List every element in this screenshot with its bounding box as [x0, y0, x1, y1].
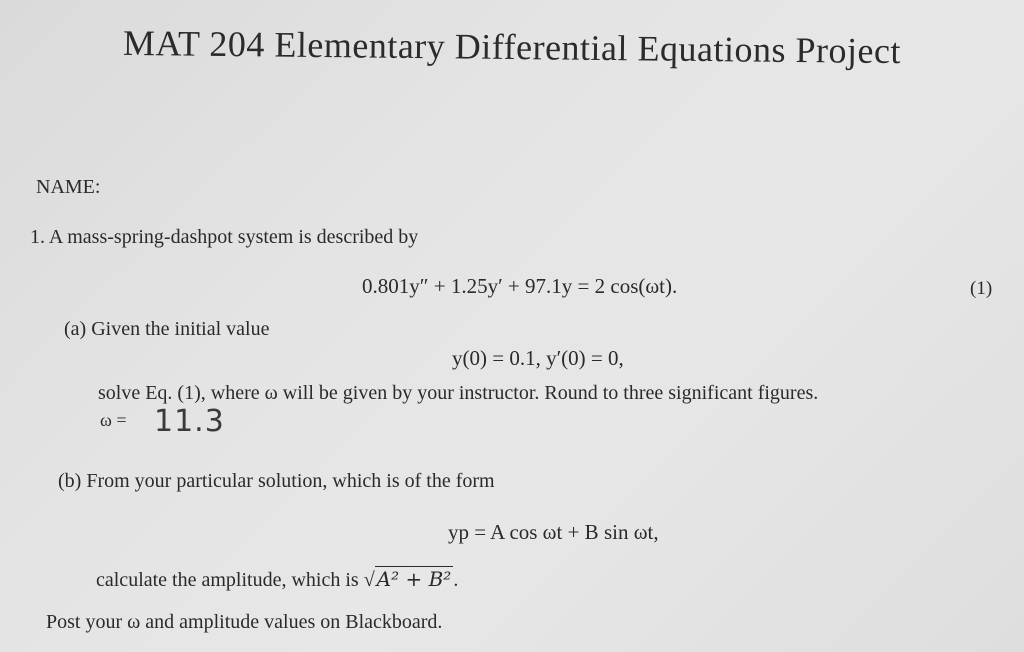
period: . [453, 569, 459, 591]
problem-intro-text: A mass-spring-dashpot system is described by [48, 226, 419, 248]
problem-number: 1. [30, 226, 45, 248]
main-equation: 0.801y″ + 1.25y′ + 97.1y = 2 cos(ωt). [362, 274, 678, 298]
amplitude-instructions [96, 566, 458, 592]
name-label: NAME: [36, 176, 101, 198]
part-a-heading [64, 318, 269, 341]
part-b-label: (b) [58, 470, 82, 492]
particular-solution-equation: yp = A cos ωt + B sin ωt, [448, 520, 659, 544]
part-b-text: From your particular solution, which is of the form [86, 470, 495, 492]
problem-1-intro [30, 226, 418, 249]
document-title: MAT 204 Elementary Differential Equations Project [122, 22, 902, 72]
sqrt-expression [364, 566, 454, 592]
sqrt-icon: √ [363, 569, 375, 591]
handwritten-omega-value: 11.3 [154, 404, 225, 439]
equation-number: (1) [970, 278, 993, 299]
part-a-text: Given the initial value [91, 318, 270, 340]
footer-instructions: Post your ω and amplitude values on Blackboard. [46, 611, 443, 633]
omega-label: ω = [100, 410, 127, 430]
part-a-label: (a) [64, 318, 87, 340]
amplitude-text: calculate the amplitude, which is [96, 569, 359, 591]
amplitude-formula: A² + B² [376, 567, 452, 591]
part-a-instructions: solve Eq. (1), where ω will be given by your instructor. Round to three significant figures. [98, 382, 819, 404]
part-b-heading [58, 470, 495, 493]
initial-conditions: y(0) = 0.1, y′(0) = 0, [452, 346, 624, 370]
